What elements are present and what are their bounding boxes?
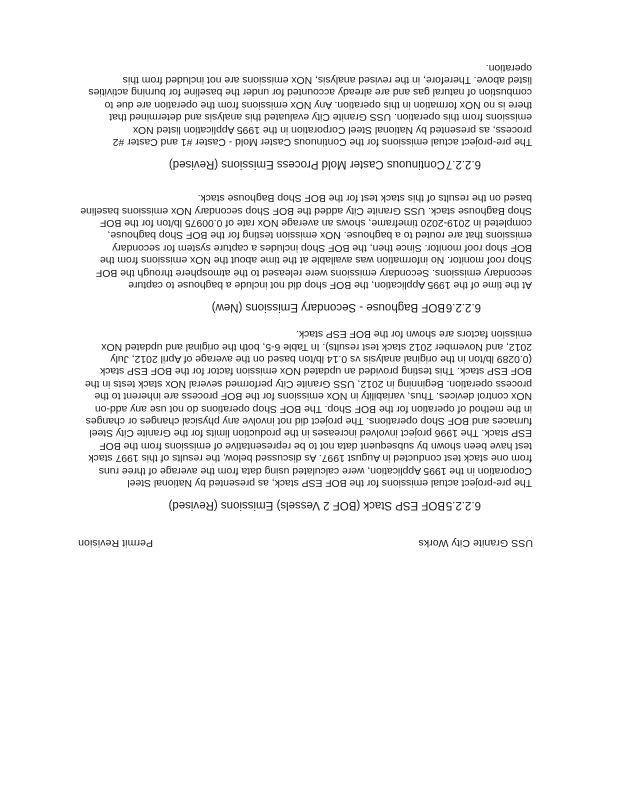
section-heading	[72, 301, 481, 313]
section-paragraph	[72, 191, 532, 290]
section-6-2-2-6	[72, 191, 532, 313]
paragraph-line: BOF ESP stack. This testing provided an updated NOx emission factor for the BOF ESP stack	[100, 365, 532, 377]
paragraph-line: secondary emissions. Secondary emissions were released to the atmosphere through the BOF	[95, 266, 532, 278]
header-company: USS Granite City Works	[418, 537, 533, 549]
paragraph-line: The pre-project actual emissions for the Continuous Caster Mold - Caster #1 and Caster #2	[112, 136, 532, 147]
paragraph-line: completed in 2019-2020 timeframe, shows an average NOx rate of 0.00975 lb/ton for the BOF	[99, 216, 532, 228]
paragraph-line: (0.0289 lb/ton in the original analysis vs 0.14 lb/ton based on the average of April 2012, July	[110, 352, 532, 364]
paragraph-line: listed above. Therefore, in the revised analysis, NOx emissions are not included from this	[122, 73, 532, 85]
paragraph-line: Shop Baghouse stack. USS Granite City added the BOF Shop secondary NOx emissions baseline	[80, 204, 532, 216]
paragraph-line: 2012, and November 2012 stack test results). In Table 6-5, both the original and updated NOx	[101, 340, 532, 352]
paragraph-line: NOx control devices. Thus, variability in NOx emissions for the BOF process are inherent to the	[94, 390, 532, 402]
paragraph-line: from one stack test conducted in August 1997. As discussed below, the results of this 1997 stack	[88, 452, 532, 464]
paragraph-line: test have been shown by subsequent data not to be representative of emissions from the BOF	[99, 439, 532, 451]
paragraph-line: Shop roof monitor. No information was available at the time about the NOx emissions from the	[100, 254, 532, 266]
paragraph-line: The pre-project actual emissions for the BOF ESP stack, as presented by National Steel	[127, 477, 532, 488]
section-number: 6.2.2.6	[445, 301, 481, 313]
section-title: Continuous Caster Mold Process Emissions (Revised)	[168, 158, 445, 170]
paragraph-line: there is no NOx formation in this operation. Any NOx emissions from the operation are due to	[104, 98, 532, 110]
paragraph-line: At the time of the 1995 Application, the BOF shop did not include a baghouse to capture	[128, 279, 532, 290]
paragraph-line: combustion of natural gas and are already accounted for under the baseline for burning activities	[88, 86, 532, 98]
paragraph-line: Corporation in the 1995 Application, were calculated using data from the average of three runs	[98, 464, 532, 476]
section-6-2-2-7	[72, 60, 532, 170]
paragraph-line: ESP stack. The 1996 project involved increases in the production limits for the Granite City Steel	[89, 427, 532, 439]
section-heading	[72, 158, 481, 170]
section-number: 6.2.2.5	[445, 499, 481, 511]
section-title: BOF Baghouse - Secondary Emissions (New)	[211, 301, 445, 313]
paragraph-line: process operation. Beginning in 2012, USS Granite City performed several NOx stack tests in the	[84, 377, 532, 389]
section-paragraph	[72, 327, 532, 488]
section-6-2-2-5	[72, 327, 532, 511]
header-revision: Permit Revision	[78, 537, 154, 549]
section-title: BOF ESP Stack (BOF 2 Vessels) Emissions (Revised)	[168, 499, 445, 511]
paragraph-line: in the method of operation for the BOF Shop. The BOF Shop operations do not use any add-on	[94, 402, 532, 414]
paragraph-line: emissions from this operation. USS Granite City evaluated this analysis and determined that	[109, 111, 532, 123]
paragraph-line: operation.	[485, 61, 532, 73]
paragraph-line: emission factors are shown for the BOF ESP stack.	[295, 328, 532, 340]
section-number: 6.2.2.7	[445, 158, 481, 170]
paragraph-line: emissions that are routed to a baghouse. NOx emission testing for the BOF Shop baghouse,	[107, 229, 532, 241]
paragraph-line: furnaces and BOF Shop operations. The project did not involve any physical changes or changes	[85, 414, 532, 426]
section-heading	[72, 499, 481, 511]
paragraph-line: BOF shop roof monitor. Since then, the BOF Shop includes a capture system for secondary	[112, 241, 532, 253]
paragraph-line: process, as presented by National Steel Corporation in the 1995 Application listed NOx	[132, 123, 532, 135]
paragraph-line: based on the results of this stack test for the BOF Shop Baghouse stack.	[197, 192, 532, 204]
section-paragraph	[72, 60, 532, 147]
